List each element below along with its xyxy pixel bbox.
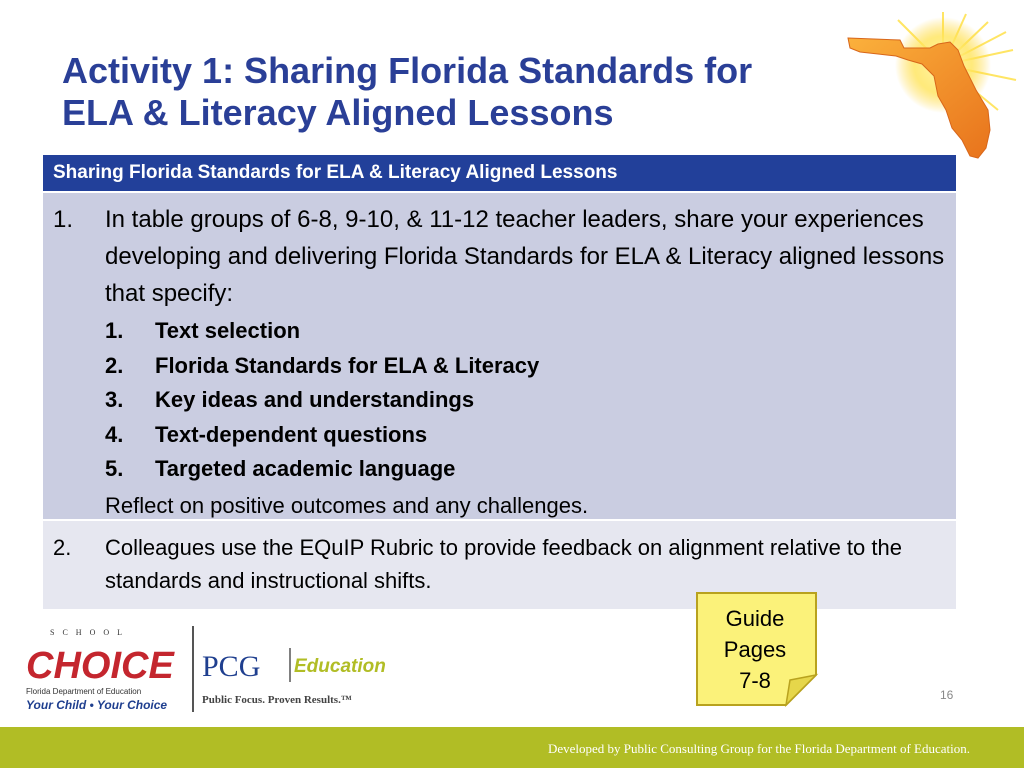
logo-tagline-text: Your Child • Your Choice bbox=[26, 698, 168, 712]
list-item bbox=[105, 383, 946, 418]
list-item-number: 1. bbox=[105, 318, 124, 343]
footer-bar bbox=[0, 727, 1024, 768]
pcg-education-logo bbox=[202, 638, 402, 708]
list-item-number: 2. bbox=[105, 352, 124, 378]
florida-sun-icon bbox=[838, 10, 1018, 170]
page-range: 7-8 bbox=[739, 668, 771, 693]
list-item-number: 5. bbox=[105, 456, 124, 481]
slide-title-line2: ELA & Literacy Aligned Lessons bbox=[62, 92, 614, 133]
activity-table bbox=[43, 155, 956, 609]
sub-list bbox=[105, 314, 946, 487]
list-item bbox=[105, 452, 946, 487]
school-choice-logo bbox=[24, 626, 189, 716]
slide-title-line1: Activity 1: Sharing Florida Standards for bbox=[62, 50, 753, 91]
step-2 bbox=[53, 531, 946, 597]
slide-title bbox=[62, 50, 842, 134]
table-row bbox=[43, 521, 956, 609]
step-2-number: 2. bbox=[53, 535, 72, 560]
logo-education-text: Education bbox=[294, 656, 386, 677]
list-item bbox=[105, 314, 946, 349]
reflect-row bbox=[53, 487, 946, 524]
table-header: Sharing Florida Standards for ELA & Literacy Aligned Lessons bbox=[43, 155, 956, 193]
list-item-number: 3. bbox=[105, 387, 124, 412]
step-1-number: 1. bbox=[53, 206, 74, 233]
list-item-label: Florida Standards for ELA & Literacy bbox=[155, 352, 540, 378]
guide-pages-note bbox=[694, 603, 816, 696]
step-1-text: In table groups of 6-8, 9-10, & 11-12 teacher leaders, share your experiences developing and delivering Florida Standards for ELA & Literacy aligned lessons that specify: bbox=[105, 206, 945, 307]
logo-pcg-text: PCG bbox=[202, 650, 261, 683]
logo-school-text: S C H O O L bbox=[50, 628, 126, 637]
list-item bbox=[105, 349, 946, 384]
page-number: 16 bbox=[940, 688, 954, 702]
logo-dept-text: Florida Department of Education bbox=[26, 687, 142, 696]
list-item-label: Text selection bbox=[155, 318, 301, 343]
guide-label: Guide bbox=[725, 606, 785, 631]
table-row bbox=[43, 193, 956, 521]
reflect-spacer bbox=[53, 487, 105, 524]
pages-label: Pages bbox=[723, 637, 787, 662]
list-item-number: 4. bbox=[105, 421, 124, 447]
step-1 bbox=[53, 201, 946, 312]
list-item-label: Targeted academic language bbox=[155, 456, 456, 481]
footer-credit: Developed by Public Consulting Group for the Florida Department of Education. bbox=[547, 741, 970, 756]
list-item bbox=[105, 418, 946, 453]
logo-pcg-tagline: Public Focus. Proven Results.™ bbox=[202, 694, 352, 706]
step-2-text: Colleagues use the EQuIP Rubric to provide feedback on alignment relative to the standards and instructional shifts. bbox=[105, 535, 902, 593]
list-item-label: Text-dependent questions bbox=[155, 421, 428, 447]
reflect-text: Reflect on positive outcomes and any challenges. bbox=[105, 492, 589, 518]
list-item-label: Key ideas and understandings bbox=[155, 387, 475, 412]
logo-choice-text: CHOICE bbox=[26, 645, 174, 687]
logo-divider bbox=[192, 626, 194, 712]
